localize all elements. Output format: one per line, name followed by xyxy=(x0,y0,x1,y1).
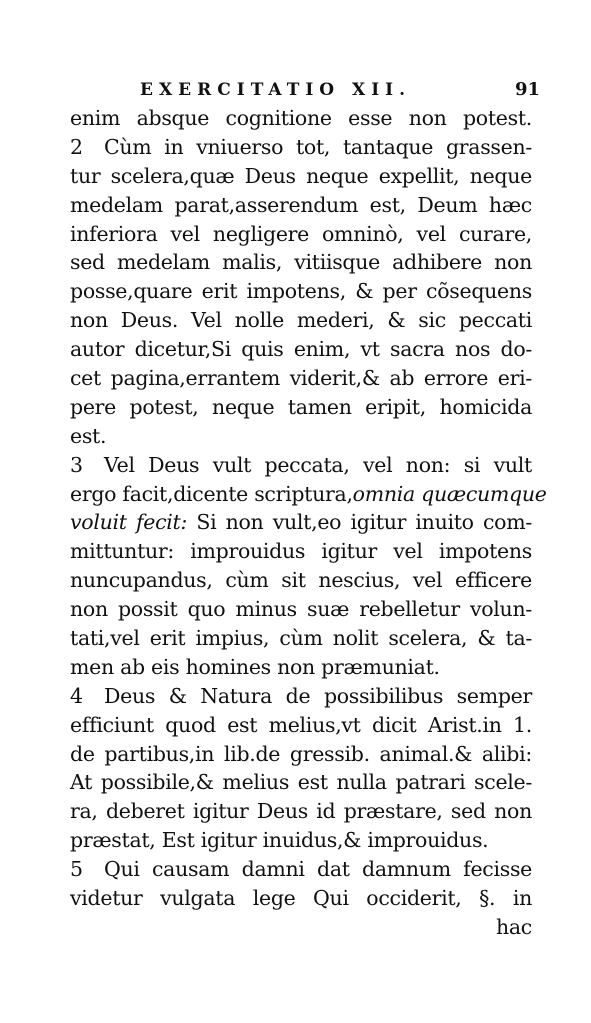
text-line: posse,quare erit impotens, & per cõsequens xyxy=(70,279,532,304)
text-line: enim absque cognitione esse non potest. xyxy=(70,106,532,130)
text-line: inferiora vel negligere omninò, vel curare, xyxy=(70,221,532,246)
text-line: est. xyxy=(70,423,107,448)
text-line: medelam parat,asserendum est, Deum hæc xyxy=(70,192,532,217)
scripture-quote: omnia quæcumque xyxy=(352,481,547,506)
text-line: sed medelam malis, vitiisque adhibere non xyxy=(70,250,532,275)
running-head xyxy=(140,80,540,106)
text-line: non possit quo minus suæ rebelletur volun- xyxy=(70,597,532,622)
paragraph-number: 3 xyxy=(70,452,83,477)
text-line: voluit fecit: Si non vult,eo igitur inuito com- xyxy=(70,510,532,535)
paragraph-number: 5 xyxy=(70,857,83,882)
text-line: nuncupandus, cùm sit nescius, vel efficere xyxy=(70,568,532,593)
paragraph-number: 4 xyxy=(70,683,83,708)
text-line: de partibus,in lib.de gressib. animal.& alibi: xyxy=(70,741,532,766)
text-line: 5 Qui causam damni dat damnum fecisse xyxy=(70,855,532,884)
text-line: ergo facit,dicente scriptura,omnia quæcumque xyxy=(70,481,547,506)
text-line: 3 Vel Deus vult peccata, vel non: si vult xyxy=(70,451,532,480)
text-line: tur scelera,quæ Deus neque expellit, neque xyxy=(70,163,532,188)
text-line: tati,vel erit impius, cùm nolit scelera, & ta- xyxy=(70,626,532,651)
text-line: videtur vulgata lege Qui occiderit, §. in xyxy=(70,886,532,911)
text-line: non Deus. Vel nolle mederi, & sic peccati xyxy=(70,308,532,333)
running-title: EXERCITATIO XII. xyxy=(140,80,412,100)
page-number: 91 xyxy=(514,79,540,100)
text-line: cet pagina,errantem viderit,& ab errore eri- xyxy=(70,366,532,391)
text-line: 2 Cùm in vniuerso tot, tantaque grassen- xyxy=(70,133,532,162)
text-line: ra, deberet igitur Deus id præstare, sed non xyxy=(70,799,532,824)
paragraph-number: 2 xyxy=(70,134,83,159)
body-text xyxy=(70,104,547,942)
text-line: autor dicetur,Si quis enim, vt sacra nos do- xyxy=(70,337,532,362)
text-line: præstat, Est igitur inuidus,& improuidus. xyxy=(70,828,489,853)
catchword: hac xyxy=(495,914,532,939)
text-line: At possibile,& melius est nulla patrari scele- xyxy=(70,770,532,795)
text-line: men ab eis homines non præmuniat. xyxy=(70,654,440,679)
text-line: mittuntur: improuidus igitur vel impotens xyxy=(70,539,532,564)
scripture-quote: voluit fecit: xyxy=(70,510,188,535)
text-line: 4 Deus & Natura de possibilibus semper xyxy=(70,682,532,711)
text-line: pere potest, neque tamen eripit, homicida xyxy=(70,394,532,419)
text-line: efficiunt quod est melius,vt dicit Arist.in 1. xyxy=(70,712,532,737)
